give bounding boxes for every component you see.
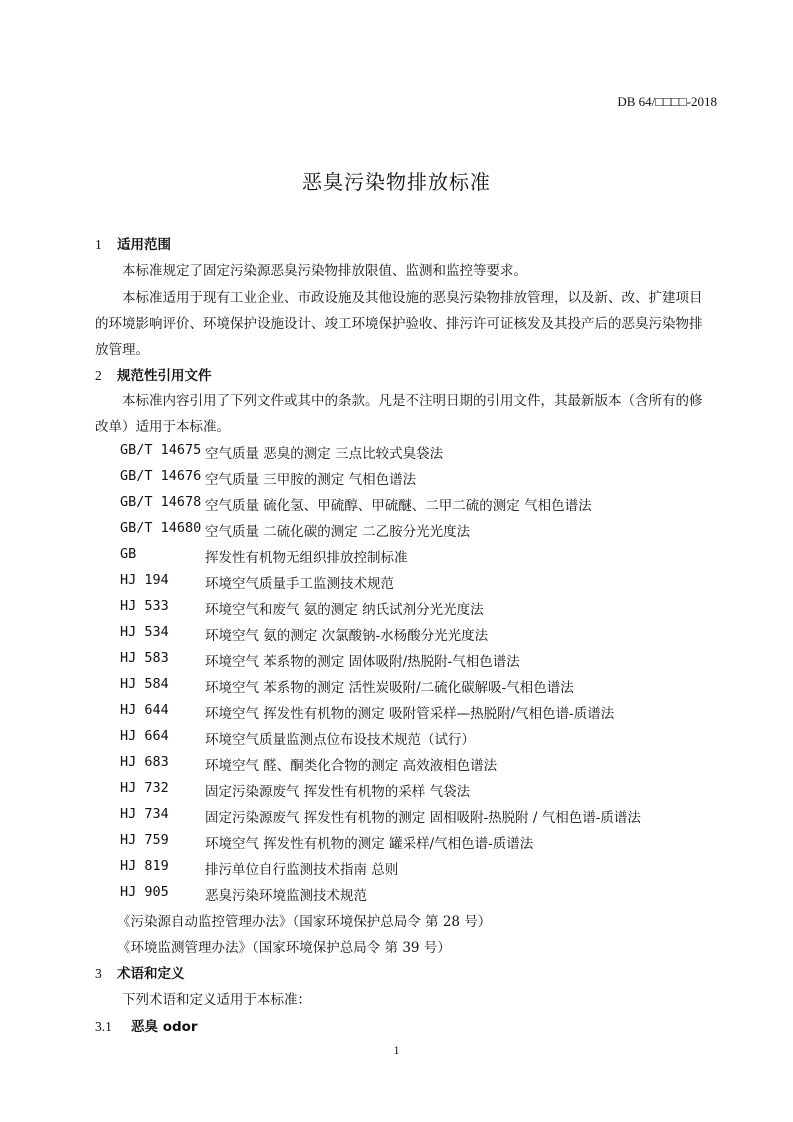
- reference-title: 空气质量 硫化氢、甲硫醇、甲硫醚、二甲二硫的测定 气相色谱法: [205, 498, 592, 514]
- reference-code: HJ 905: [120, 884, 169, 900]
- section-title: 规范性引用文件: [117, 368, 212, 384]
- document-title: 恶臭污染物排放标准: [302, 170, 491, 194]
- paragraph: 下列术语和定义适用于本标准：: [122, 992, 311, 1008]
- reference-title: 环境空气 挥发性有机物的测定 罐采样/气相色谱-质谱法: [205, 836, 534, 852]
- regulation-reference: 《环境监测管理办法》（国家环境保护总局令 第 39 号）: [117, 940, 451, 956]
- reference-title: 空气质量 三甲胺的测定 气相色谱法: [205, 472, 417, 488]
- reference-code: HJ 759: [120, 832, 169, 848]
- section-number: 2: [95, 368, 102, 383]
- reference-title: 环境空气质量监测点位布设技术规范（试行）: [205, 732, 475, 748]
- section-1-heading: [95, 233, 171, 253]
- paragraph: 改单）适用于本标准。: [95, 419, 230, 435]
- paragraph: 本标准适用于现有工业企业、市政设施及其他设施的恶臭污染物排放管理，以及新、改、扩建项目: [122, 290, 703, 306]
- reference-code: GB: [120, 546, 137, 562]
- paragraph: 的环境影响评价、环境保护设施设计、竣工环境保护验收、排污许可证核发及其投产后的恶臭污染物排: [95, 316, 703, 332]
- section-title: 恶臭 odor: [131, 1019, 198, 1035]
- reference-title: 环境空气 醛、酮类化合物的测定 高效液相色谱法: [205, 758, 498, 774]
- reference-code: HJ 819: [120, 858, 169, 874]
- reference-title: 环境空气质量手工监测技术规范: [205, 576, 394, 592]
- section-3-heading: [95, 962, 185, 982]
- reference-code: HJ 644: [120, 702, 169, 718]
- reference-code: GB/T 14678: [120, 494, 202, 510]
- section-number: 3: [95, 966, 102, 981]
- reference-code: HJ 534: [120, 624, 169, 640]
- section-3-1-heading: [95, 1015, 198, 1035]
- reference-code: HJ 732: [120, 780, 169, 796]
- section-title: 术语和定义: [117, 966, 185, 982]
- reference-title: 空气质量 二硫化碳的测定 二乙胺分光光度法: [205, 524, 471, 540]
- reference-code: HJ 683: [120, 754, 169, 770]
- section-2-heading: [95, 364, 212, 384]
- section-number: 1: [95, 237, 102, 252]
- reference-title: 环境空气 氨的测定 次氯酸钠-水杨酸分光光度法: [205, 628, 489, 644]
- paragraph: 本标准规定了固定污染源恶臭污染物排放限值、监测和监控等要求。: [122, 263, 527, 279]
- regulation-reference: 《污染源自动监控管理办法》（国家环境保护总局令 第 28 号）: [117, 914, 492, 930]
- reference-title: 排污单位自行监测技术指南 总则: [205, 862, 399, 878]
- reference-title: 环境空气和废气 氨的测定 纳氏试剂分光光度法: [205, 602, 484, 618]
- page-number: 1: [393, 1043, 400, 1057]
- paragraph: 放管理。: [95, 342, 149, 358]
- reference-code: HJ 194: [120, 572, 169, 588]
- reference-code: HJ 734: [120, 806, 169, 822]
- reference-code: HJ 533: [120, 598, 169, 614]
- reference-title: 空气质量 恶臭的测定 三点比较式臭袋法: [205, 446, 444, 462]
- reference-title: 环境空气 挥发性有机物的测定 吸附管采样—热脱附/气相色谱-质谱法: [205, 706, 615, 722]
- reference-code: HJ 584: [120, 676, 169, 692]
- reference-title: 固定污染源废气 挥发性有机物的测定 固相吸附-热脱附 / 气相色谱-质谱法: [205, 810, 641, 826]
- reference-code: GB/T 14676: [120, 468, 202, 484]
- reference-title: 环境空气 苯系物的测定 活性炭吸附/二硫化碳解吸-气相色谱法: [205, 680, 574, 696]
- reference-title: 环境空气 苯系物的测定 固体吸附/热脱附-气相色谱法: [205, 654, 520, 670]
- standard-code: DB 64/□□□□-2018: [617, 94, 717, 109]
- reference-title: 固定污染源废气 挥发性有机物的采样 气袋法: [205, 784, 471, 800]
- section-number: 3.1: [95, 1019, 112, 1034]
- reference-code: GB/T 14680: [120, 520, 202, 536]
- reference-title: 挥发性有机物无组织排放控制标准: [205, 550, 408, 566]
- reference-title: 恶臭污染环境监测技术规范: [205, 888, 367, 904]
- section-title: 适用范围: [117, 237, 171, 253]
- reference-code: GB/T 14675: [120, 442, 202, 458]
- paragraph: 本标准内容引用了下列文件或其中的条款。凡是不注明日期的引用文件，其最新版本（含所有的修: [122, 393, 703, 409]
- reference-code: HJ 583: [120, 650, 169, 666]
- reference-code: HJ 664: [120, 728, 169, 744]
